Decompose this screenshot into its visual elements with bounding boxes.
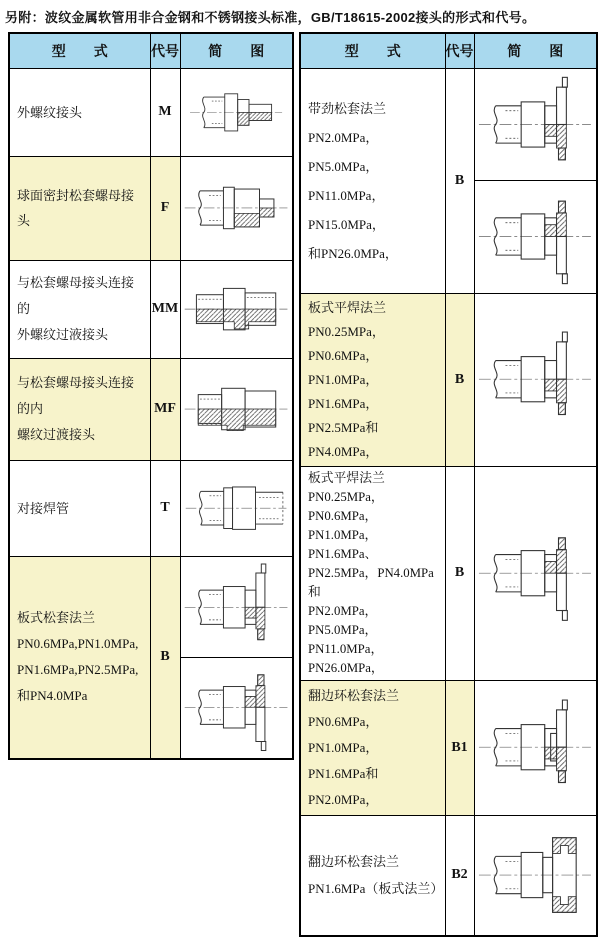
table-row — [9, 460, 293, 556]
table-row — [300, 68, 597, 293]
male-male-sketch — [181, 262, 293, 357]
column-header-sketch: 简 图 — [180, 33, 293, 68]
type-cell — [300, 815, 445, 936]
column-header-sketch: 简 图 — [474, 33, 597, 68]
type-text: 与松套螺母接头连接的 外螺纹过液接头 — [17, 275, 135, 342]
sketch-cell — [180, 556, 293, 759]
type-text: 板式平焊法兰 PN0.25MPa，PN0.6MPa， PN1.0MPa，PN1.6MPa， PN2.5MPa和PN4.0MPa， — [308, 299, 387, 459]
type-text: 翻边环松套法兰 PN0.6MPa，PN1.0MPa， PN1.6MPa和PN2.0MPa， — [308, 687, 400, 807]
sketch-cell — [180, 68, 293, 156]
sketch-cell — [474, 815, 597, 936]
sketch-cell — [180, 358, 293, 460]
type-cell — [9, 358, 150, 460]
joint-sketch — [181, 70, 293, 155]
flange-plate-up-sketch — [475, 70, 597, 181]
type-text: 板式松套法兰 PN0.6MPa,PN1.0MPa, PN1.6MPa,PN2.5MPa, 和PN4.0MPa — [17, 610, 139, 704]
type-cell — [9, 460, 150, 556]
column-header-code: 代号 — [150, 33, 180, 68]
joint-sketch — [181, 262, 293, 357]
grooved-flange-sketch — [475, 816, 597, 934]
table-row — [9, 556, 293, 759]
tables-container — [0, 32, 600, 937]
male-female-sketch — [181, 360, 293, 459]
joint-sketch — [181, 462, 293, 555]
table-header-row — [9, 33, 293, 68]
type-text: 带劲松套法兰 PN2.0MPa，PN5.0MPa， PN11.0MPa，PN15.0MPa， 和PN26.0MPa， — [308, 100, 398, 261]
type-cell — [9, 156, 150, 260]
code-cell: B — [150, 556, 180, 759]
male-thread-sketch — [181, 70, 293, 155]
type-text: 与松套螺母接头连接的内 螺纹过渡接头 — [17, 375, 135, 442]
flange-plate-down-sketch — [475, 180, 597, 292]
joint-table-left — [8, 32, 294, 760]
column-header-type: 型 式 — [300, 33, 445, 68]
code-cell: B — [445, 68, 474, 293]
joint-sketch — [475, 70, 597, 292]
joint-sketch — [475, 816, 597, 934]
table-header-row — [300, 33, 597, 68]
loose-nut-sketch — [181, 158, 293, 259]
type-cell — [300, 68, 445, 293]
sketch-cell — [474, 293, 597, 466]
type-cell — [9, 556, 150, 759]
joint-sketch — [181, 360, 293, 459]
type-text: 翻边环松套法兰 PN1.6MPa（板式法兰） — [308, 854, 444, 897]
type-cell — [300, 293, 445, 466]
type-cell — [300, 680, 445, 815]
flange-plate-down-sketch — [475, 517, 597, 629]
code-cell: B1 — [445, 680, 474, 815]
code-cell: B2 — [445, 815, 474, 936]
joint-sketch — [475, 517, 597, 629]
flange-plate-up-sketch — [475, 324, 597, 436]
type-text: 板式平焊法兰 PN0.25MPa，PN0.6MPa， PN1.0MPa，PN1.6MPa、 PN2.5MPa，PN4.0MPa和 PN2.0MPa，PN5.0MPa， PN11.0MPa，PN26.0MPa， — [308, 470, 434, 675]
sketch-cell — [180, 260, 293, 358]
butt-weld-sketch — [181, 462, 293, 555]
code-cell: F — [150, 156, 180, 260]
joint-table-right — [299, 32, 598, 937]
table-row — [9, 260, 293, 358]
table-row — [9, 68, 293, 156]
code-cell: MM — [150, 260, 180, 358]
page-title: 另附：波纹金属软管用非合金钢和不锈钢接头标准，GB/T18615-2002接头的形式和代号。 — [5, 10, 536, 25]
type-cell — [9, 68, 150, 156]
flanged-collar-sketch — [475, 692, 597, 804]
type-text: 对接焊管 — [17, 500, 70, 516]
code-cell: T — [150, 460, 180, 556]
table-row — [300, 815, 597, 936]
sketch-cell — [474, 466, 597, 680]
table-row — [300, 466, 597, 680]
sketch-cell — [180, 460, 293, 556]
code-cell: MF — [150, 358, 180, 460]
sketch-cell — [474, 680, 597, 815]
table-row — [9, 156, 293, 260]
code-cell: M — [150, 68, 180, 156]
joint-sketch — [475, 324, 597, 436]
joint-sketch — [181, 557, 293, 757]
table-row — [300, 680, 597, 815]
table-row — [9, 358, 293, 460]
code-cell: B — [445, 466, 474, 680]
column-header-type: 型 式 — [9, 33, 150, 68]
flange-plate-down-sketch — [181, 657, 293, 758]
joint-sketch — [181, 158, 293, 259]
sketch-cell — [180, 156, 293, 260]
joint-sketch — [475, 692, 597, 804]
type-text: 球面密封松套螺母接头 — [17, 188, 135, 228]
type-cell — [9, 260, 150, 358]
sketch-cell — [474, 68, 597, 293]
column-header-code: 代号 — [445, 33, 474, 68]
type-text: 外螺纹接头 — [17, 104, 83, 120]
flange-plate-up-sketch — [181, 557, 293, 657]
table-row — [300, 293, 597, 466]
type-cell — [300, 466, 445, 680]
code-cell: B — [445, 293, 474, 466]
